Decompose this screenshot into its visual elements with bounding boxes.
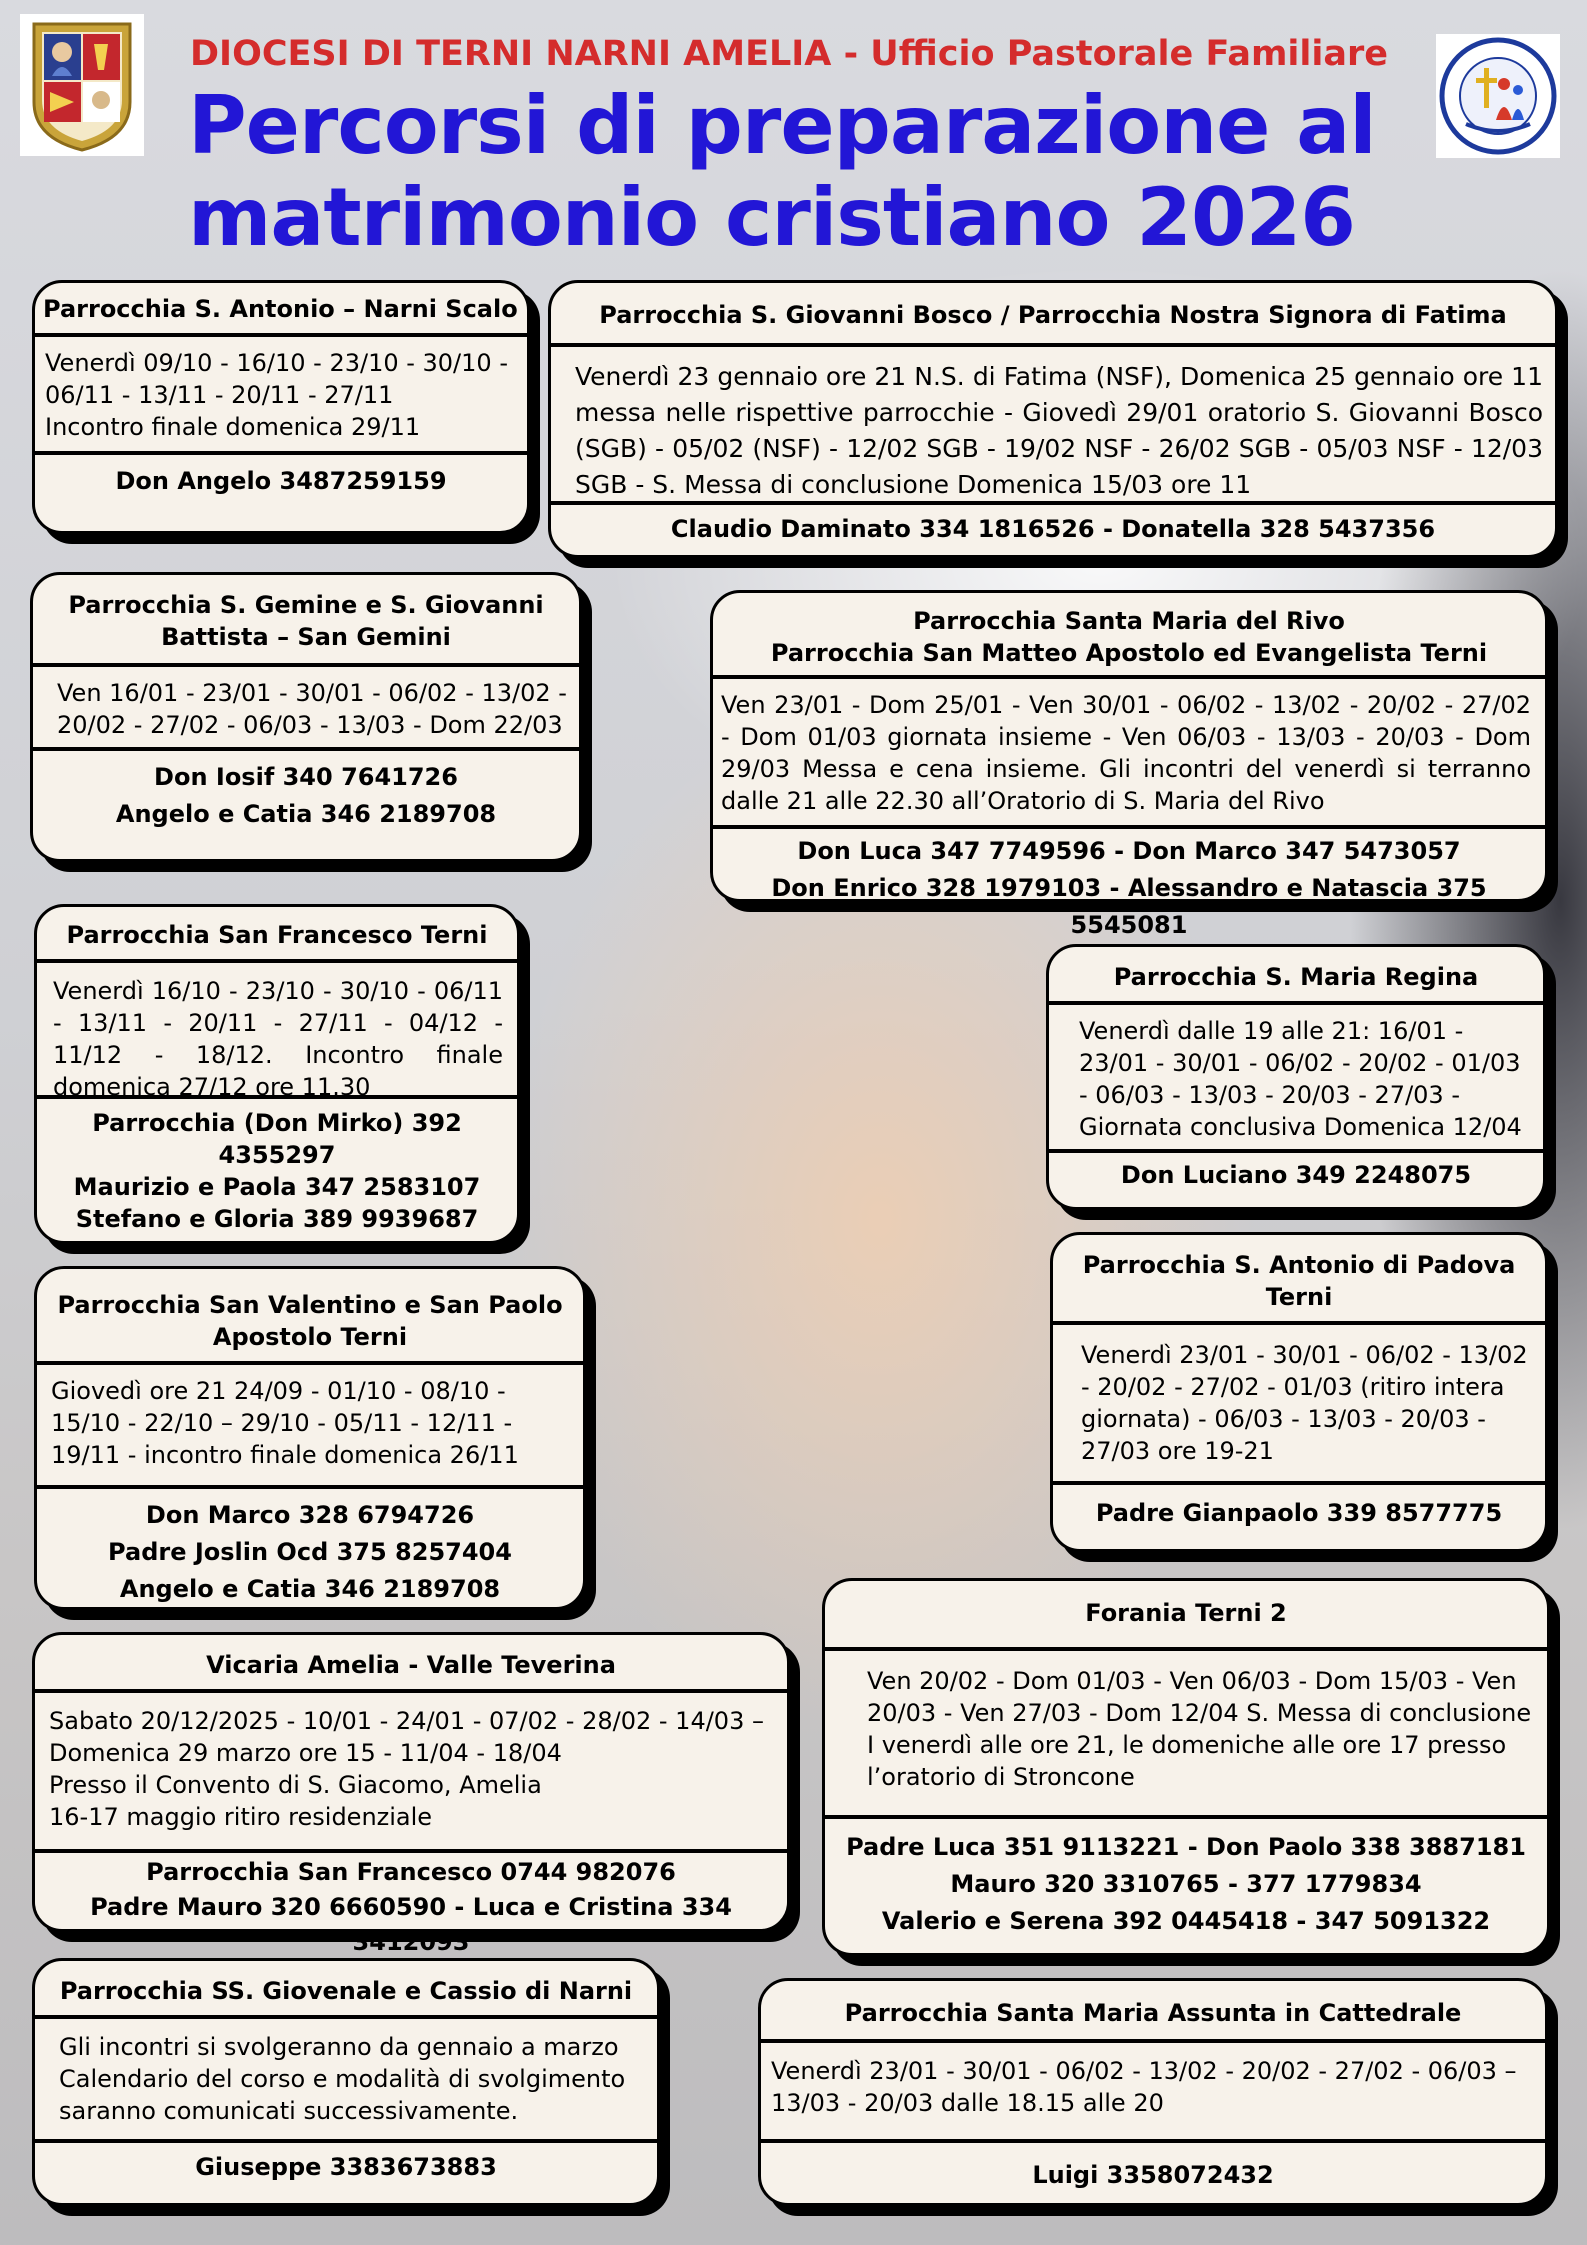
diocese-coat-of-arms-logo [20,14,144,156]
card-santantonio-narni-scalo [32,280,530,534]
contact-line: Valerio e Serena 392 0445418 - 347 5091322 [881,1907,1491,1935]
card-sanfrancesco-terni [34,904,520,1244]
pastorale-familiare-logo [1436,34,1560,158]
contact-line: Padre Joslin Ocd 375 8257404 [108,1538,512,1566]
card-contacts [33,751,579,841]
card-schedule: Venerdì 23/01 - 30/01 - 06/02 - 13/02 - 20/02 - 27/02 - 01/03 (ritiro intera giornata) - 06/03 - 13/03 - 20/03 - 27/03 ore 19-21 [1053,1325,1545,1485]
card-title: Parrocchia San Valentino e San Paolo Apostolo Terni [37,1269,583,1365]
card-contacts [35,2143,657,2194]
card-santamariaassunta-cattedrale [758,1978,1548,2206]
card-contacts [1049,1153,1543,1202]
contact-line: Angelo e Catia 346 2189708 [115,800,497,828]
title-line-2: matrimonio cristiano 2026 [188,171,1355,264]
contact-line: Parrocchia San Francesco 0744 982076 [146,1858,676,1886]
card-contacts [37,1489,583,1616]
card-title: Parrocchia S. Antonio di Padova Terni [1053,1235,1545,1325]
card-contacts [713,829,1545,952]
card-schedule: Ven 23/01 - Dom 25/01 - Ven 30/01 - 06/02 - 13/02 - 20/02 - 27/02 - Dom 01/03 giornata insieme - Ven 06/03 - 13/03 - 20/03 - Dom 29/03 Messa e cena insieme. Gli incontri del venerdì si terranno dalle 21 alle 22.30 all’Oratorio di S. Maria del Rivo [713,679,1545,829]
card-title: Parrocchia S. Gemine e S. Giovanni Battista – San Gemini [33,575,579,667]
contact-line: Don Enrico 328 1979103 - Alessandro e Natascia 375 5545081 [771,874,1487,939]
card-contacts [551,505,1555,556]
card-sangemine [30,572,582,862]
card-schedule: Venerdì 09/10 - 16/10 - 23/10 - 30/10 - 06/11 - 13/11 - 20/11 - 27/11 Incontro finale domenica 29/11 [35,337,527,455]
contact-line: Don Marco 328 6794726 [145,1501,475,1529]
contact-line: Padre Luca 351 9113221 - Don Paolo 338 3887181 [846,1833,1526,1861]
card-contacts [35,1853,787,1968]
card-sgiovannibosco-fatima [548,280,1558,558]
card-contacts [761,2143,1545,2202]
card-schedule: Venerdì 23 gennaio ore 21 N.S. di Fatima (NSF), Domenica 25 gennaio ore 11 messa nelle rispettive parrocchie - Giovedì 29/01 oratorio S. Giovanni Bosco (SGB) - 05/02 (NSF) - 12/02 SGB - 19/02 NSF - 26/02 SGB - 05/03 NSF - 12/03 SGB - S. Messa di conclusione Domenica 15/03 ore 11 [551,347,1555,505]
card-santamariadelrivo-sanmatteo [710,590,1548,939]
contact-line: Don Iosif 340 7641726 [154,763,458,791]
card-sanvalentino-sanpaolo [34,1266,586,1610]
contact-line: Angelo e Catia 346 2189708 [119,1575,501,1603]
card-title: Parrocchia SS. Giovenale e Cassio di Narni [35,1961,657,2019]
card-title: Forania Terni 2 [825,1581,1547,1651]
card-schedule: Gli incontri si svolgeranno da gennaio a marzo Calendario del corso e modalità di svolgimento saranno comunicati successivamente. [35,2019,657,2143]
contact-line: Mauro 320 3310765 - 377 1779834 [950,1870,1422,1898]
card-forania-terni-2 [822,1578,1550,1956]
contact-line: Don Angelo 3487259159 [115,467,447,495]
contact-line: Parrocchia (Don Mirko) 392 4355297 [92,1109,462,1169]
contact-line: Padre Gianpaolo 339 8577775 [1095,1499,1503,1527]
contact-line: Don Luciano 349 2248075 [1120,1161,1472,1189]
card-schedule: Venerdì dalle 19 alle 21: 16/01 - 23/01 - 30/01 - 06/02 - 20/02 - 01/03 - 06/03 - 13/03 - 20/03 - 27/03 - Giornata conclusiva Domenica 12/04 [1049,1005,1543,1153]
card-santamariaregina [1046,944,1546,1210]
card-title: Vicaria Amelia - Valle Teverina [35,1635,787,1693]
contact-line: Luigi 3358072432 [1032,2161,1274,2189]
card-contacts [35,455,527,508]
card-title: Parrocchia Santa Maria Assunta in Cattedrale [761,1981,1545,2043]
contact-line: Giuseppe 3383673883 [195,2153,497,2181]
contact-line: Don Luca 347 7749596 - Don Marco 347 5473057 [797,837,1461,865]
card-title: Parrocchia S. Antonio – Narni Scalo [35,283,527,337]
card-contacts [37,1099,517,1243]
card-contacts [1053,1485,1545,1540]
card-ssgiovenale-cassio-narni [32,1958,660,2206]
card-schedule: Sabato 20/12/2025 - 10/01 - 24/01 - 07/02 - 28/02 - 14/03 – Domenica 29 marzo ore 15 - 11/04 - 18/04 Presso il Convento di S. Giacomo, Amelia 16-17 maggio ritiro residenziale [35,1693,787,1853]
card-title: Parrocchia S. Maria Regina [1049,947,1543,1005]
title-line-1: Percorsi di preparazione al [188,79,1376,172]
coat-of-arms-icon [20,14,144,156]
page-title [188,80,1428,264]
contact-line: Maurizio e Paola 347 2583107 [73,1173,481,1201]
organization-subtitle: DIOCESI DI TERNI NARNI AMELIA - Ufficio Pastorale Familiare [190,34,1389,74]
family-logo-icon [1436,34,1560,158]
card-title: Parrocchia San Francesco Terni [37,907,517,963]
card-title: Parrocchia Santa Maria del Rivo Parrocchia San Matteo Apostolo ed Evangelista Terni [713,593,1545,679]
card-santantonio-padova [1050,1232,1548,1552]
card-schedule: Venerdì 16/10 - 23/10 - 30/10 - 06/11 - 13/11 - 20/11 - 27/11 - 04/12 - 11/12 - 18/12. Incontro finale domenica 27/12 ore 11.30 [37,963,517,1099]
card-schedule: Venerdì 23/01 - 30/01 - 06/02 - 13/02 - 20/02 - 27/02 - 06/03 – 13/03 - 20/03 dalle 18.15 alle 20 [761,2043,1545,2143]
card-vicaria-amelia [32,1632,790,1956]
card-schedule: Ven 16/01 - 23/01 - 30/01 - 06/02 - 13/02 - 20/02 - 27/02 - 06/03 - 13/03 - Dom 22/03 [33,667,579,751]
contact-line: Claudio Daminato 334 1816526 - Donatella 328 5437356 [670,515,1436,543]
card-title: Parrocchia S. Giovanni Bosco / Parrocchia Nostra Signora di Fatima [551,283,1555,347]
contact-line: Padre Mauro 320 6660590 - Luca e Cristina 334 3412093 [90,1893,732,1956]
card-schedule: Giovedì ore 21 24/09 - 01/10 - 08/10 - 15/10 - 22/10 – 29/10 - 05/11 - 12/11 - 19/11 - incontro finale domenica 26/11 [37,1365,583,1489]
contact-line: Stefano e Gloria 389 9939687 [75,1205,479,1233]
card-contacts [825,1819,1547,1948]
card-schedule: Ven 20/02 - Dom 01/03 - Ven 06/03 - Dom 15/03 - Ven 20/03 - Ven 27/03 - Dom 12/04 S. Messa di conclusione I venerdì alle ore 21, le domeniche alle ore 17 presso l’oratorio di Stroncone [825,1651,1547,1819]
